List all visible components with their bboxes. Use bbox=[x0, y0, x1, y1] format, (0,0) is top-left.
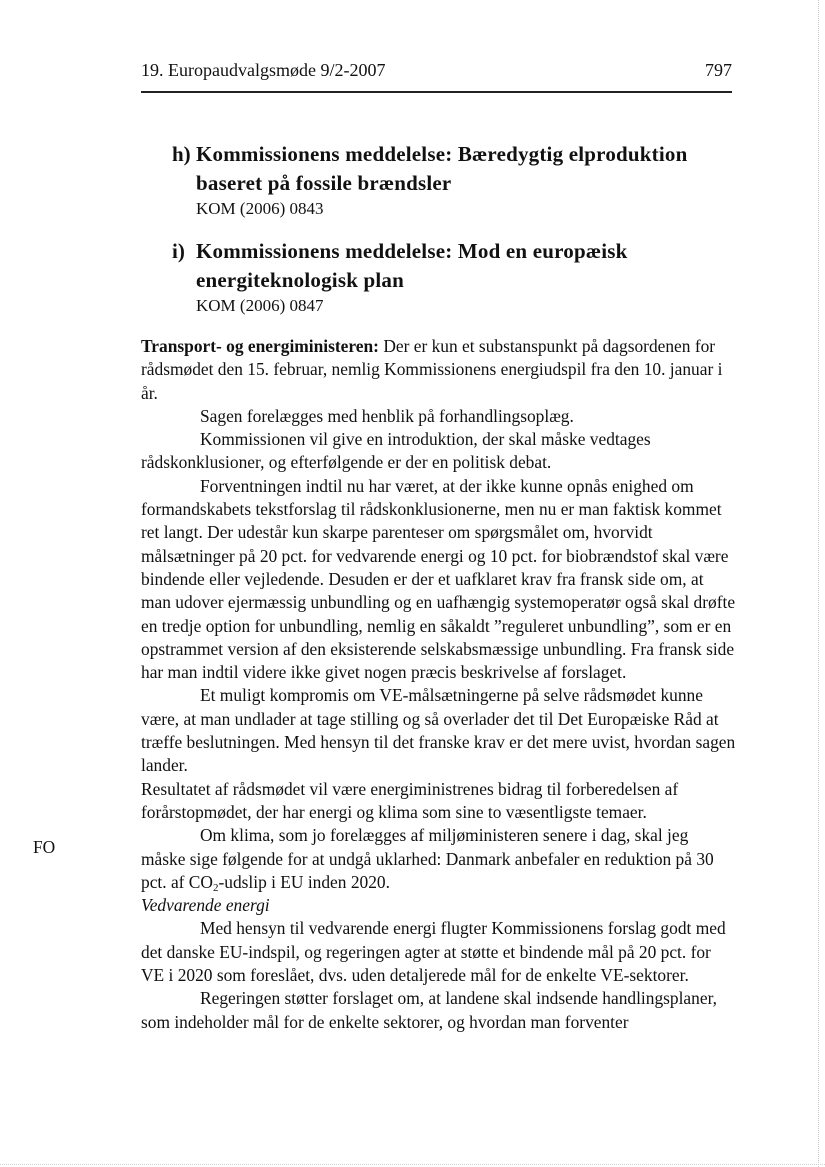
agenda-item-i bbox=[172, 237, 732, 317]
subheading: Vedvarende energi bbox=[141, 895, 270, 916]
speaker-label: Transport- og energiministeren: bbox=[141, 336, 379, 356]
paragraph-4: Forventningen indtil nu har været, at der ikke kunne opnås enighed om formandskabets tekstforslag til rådskonklusionerne, men nu er man faktisk kommet ret langt. Der udestår kun skarpe parenteser om spørgsmålet om, hvorvidt målsætninger på 20 pct. for vedvarende energi og 10 pct. for biobrændstof skal være bindende eller vejledende. Desuden er der et uafklaret krav fra fransk side om, at man udover ejermæssig unbundling og en uafhængig systemoperatør også skal drøfte en tredje option for unbundling, nemlig en såkaldt ”reguleret unbundling”, som er en opstrammet version af den eksisterende selskabsmæssige unbundling. Fra fransk side har man indtil videre ikke givet nogen præcis beskrivelse af forslaget. bbox=[141, 475, 736, 683]
paragraph-1 bbox=[141, 335, 736, 405]
agenda-item-h bbox=[172, 140, 732, 220]
agenda-item-title bbox=[196, 140, 732, 198]
agenda-item-marker: h) bbox=[172, 142, 191, 166]
paragraph-7 bbox=[141, 824, 736, 894]
agenda-item-title-line: baseret på fossile brændsler bbox=[196, 171, 452, 195]
subscript: 2 bbox=[212, 881, 219, 894]
paragraph-2: Sagen forelægges med henblik på forhandlingsoplæg. bbox=[200, 405, 574, 426]
running-header bbox=[141, 60, 732, 81]
paragraph-8: Med hensyn til vedvarende energi flugter Kommissionens forslag godt med det danske EU-indspil, og regeringen agter at støtte et bindende mål på 20 pct. for VE i 2020 som foreslået, dvs. uden detaljerede mål for de enkelte VE-sektorer. bbox=[141, 918, 726, 986]
paragraph-text: Der er kun et substanspunkt på dagsordenen for rådsmødet den 15. februar, nemlig Kommissionens energiudspil fra den 10. januar i år. bbox=[141, 336, 723, 403]
paragraph-text: Om klima, som jo forelægges af miljøministeren senere i dag, skal jeg måske sige følgende for at undgå uklarhed: Danmark anbefaler en reduktion på 30 pct. af CO bbox=[141, 825, 714, 892]
agenda-item-reference: KOM (2006) 0847 bbox=[196, 296, 324, 315]
agenda-item-reference: KOM (2006) 0843 bbox=[196, 199, 324, 218]
agenda-item-title-line: Kommissionens meddelelse: Bæredygtig elproduktion bbox=[196, 142, 688, 166]
agenda-item-title-line: energiteknologisk plan bbox=[196, 268, 405, 292]
page-number: 797 bbox=[705, 60, 732, 80]
margin-note: FO bbox=[33, 837, 56, 857]
scan-edge bbox=[818, 0, 819, 1167]
agenda-item-marker: i) bbox=[172, 239, 185, 263]
scan-bottom-edge bbox=[0, 1164, 825, 1165]
agenda-item-title bbox=[196, 237, 732, 295]
header-title: 19. Europaudvalgsmøde 9/2-2007 bbox=[141, 60, 386, 80]
body-text bbox=[141, 335, 736, 1034]
paragraph-text: -udslip i EU inden 2020. bbox=[218, 871, 390, 892]
paragraph-3: Kommissionen vil give en introduktion, der skal måske vedtages rådskonklusioner, og efterfølgende er der en politisk debat. bbox=[141, 429, 651, 473]
header-rule bbox=[141, 91, 732, 93]
agenda-item-title-line: Kommissionens meddelelse: Mod en europæisk bbox=[196, 239, 628, 263]
paragraph-6: Resultatet af rådsmødet vil være energiministrenes bidrag til forberedelsen af forårstopmødet, der har energi og klima som sine to væsentligste temaer. bbox=[141, 778, 679, 822]
paragraph-5: Et muligt kompromis om VE-målsætningerne på selve rådsmødet kunne være, at man undlader at tage stilling og så overlader det til Det Europæiske Råd at træffe beslutningen. Med hensyn til det franske krav er det mere uvist, hvordan sagen lander. bbox=[141, 685, 736, 776]
paragraph-9: Regeringen støtter forslaget om, at landene skal indsende handlingsplaner, som indeholder mål for de enkelte sektorer, og hvordan man forventer bbox=[141, 988, 718, 1032]
